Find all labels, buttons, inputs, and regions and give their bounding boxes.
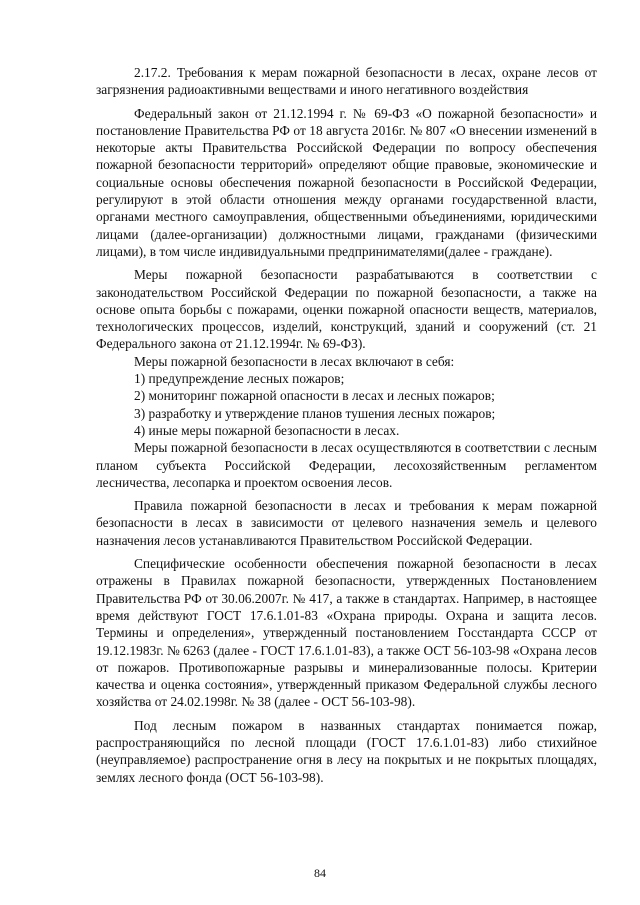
page-number: 84 — [314, 866, 326, 880]
paragraph-fire-measures-development: Меры пожарной безопасности разрабатываются в соответствии с законодательством Российской Федерации по пожарной безопасности, а также на основе опыта борьбы с пожарами, оценки пожарной опасности веществ, материалов, технологических процессов, изделий, конструкций, зданий и сооружений (ст. 21 Федерального закона от 21.12.1994г. № 69-ФЗ). — [96, 267, 597, 352]
list-item: 1) предупреждение лесных пожаров; — [134, 371, 345, 387]
paragraph-forest-plan: Меры пожарной безопасности в лесах осуществляются в соответствии с лесным планом субъекта Российской Федерации, лесохозяйственным регламентом лесничества, лесопарка и проектом освоения лесов. — [96, 440, 597, 490]
paragraph-forest-fire-definition: Под лесным пожаром в названных стандартах понимается пожар, распространяющийся по лесной площади (ГОСТ 17.6.1.01-83) либо стихийное (неуправляемое) распространение огня в лесу на покрытых и не покрытых площадях, землях лесного фонда (ОСТ 56-103-98). — [96, 717, 597, 785]
list-item: 4) иные меры пожарной безопасности в лесах. — [134, 422, 400, 438]
paragraph-fire-rules: Правила пожарной безопасности в лесах и требования к мерам пожарной безопасности в лесах в зависимости от целевого назначения земель и целевого назначения лесов устанавливаются Правительством Российской Федерации. — [96, 498, 597, 548]
paragraph-specific-features: Специфические особенности обеспечения пожарной безопасности в лесах отражены в Правилах пожарной безопасности, утвержденных Постановлением Правительства РФ от 30.06.2007г. № 417, а также в стандартах. Например, в настоящее время действуют ГОСТ 17.6.1.01-83 «Охрана природы. Охрана и защита лесов. Термины и определения», утвержденный постановлением Госстандарта СССР от 19.12.1983г. № 6263 (далее - ГОСТ 17.6.1.01-83), а также ОСТ 56-103-98 «Охрана лесов от пожаров. Противопожарные разрывы и минерализованные полосы. Критерии качества и оценка состояния», утвержденный приказом Федеральной службы лесного хозяйства от 24.02.1998г. № 38 (далее - ОСТ 56-103-98). — [96, 556, 597, 710]
section-heading: 2.17.2. Требования к мерам пожарной безопасности в лесах, охране лесов от загрязнения радиоактивными веществами и иного негативного воздействия — [96, 65, 597, 98]
document-page — [96, 64, 597, 786]
paragraph-list-intro: Меры пожарной безопасности в лесах включают в себя: — [134, 353, 455, 369]
list-item: 2) мониторинг пожарной опасности в лесах и лесных пожаров; — [134, 388, 495, 404]
measures-list — [96, 370, 597, 439]
paragraph-federal-law: Федеральный закон от 21.12.1994 г. № 69-ФЗ «О пожарной безопасности» и постановление Правительства РФ от 18 августа 2016г. № 807 «О внесении изменений в некоторые акты Правительства Российской Федерации по вопросу обеспечения пожарной безопасности территорий» определяют общие правовые, экономические и социальные основы обеспечения пожарной безопасности в Российской Федерации, регулируют в этой области отношения между органами государственной власти, органами местного самоуправления, общественными объединениями, юридическими лицами (далее-организации) должностными лицами, гражданами (физическими лицами), в том числе индивидуальными предпринимателями(далее - граждане). — [96, 105, 597, 259]
list-item: 3) разработку и утверждение планов тушения лесных пожаров; — [134, 405, 496, 421]
